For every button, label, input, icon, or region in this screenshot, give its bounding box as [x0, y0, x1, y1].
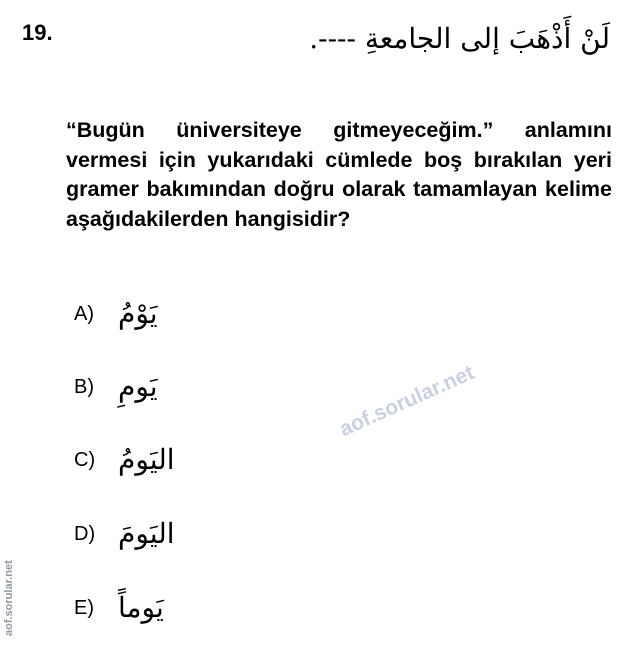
option-letter: B): [74, 375, 94, 398]
option-text: يَومِ: [118, 370, 158, 403]
option-text: اليَومُ: [118, 443, 175, 476]
option-c[interactable]: [74, 430, 234, 490]
option-text: اليَومَ: [118, 517, 175, 550]
option-letter: A): [74, 302, 94, 325]
arabic-sentence: لَنْ أَذْهَبَ إلى الجامعةِ ----.: [309, 22, 610, 55]
option-d[interactable]: [74, 504, 234, 564]
option-e[interactable]: [74, 578, 234, 638]
watermark-center: aof.sorular.net: [336, 361, 478, 442]
option-letter: D): [74, 522, 96, 545]
question-number: 19.: [22, 20, 53, 45]
option-text: يَوماً: [118, 591, 164, 624]
question-stem: “Bugün üniversiteye gitmeyeceğim.” anlamını vermesi için yukarıdaki cümlede boş bırakılan yeri gramer bakımından doğru olarak tamamlayan kelime aşağıdakilerden hangisidir?: [66, 118, 612, 231]
option-letter: C): [74, 448, 96, 471]
option-a[interactable]: [74, 284, 234, 344]
watermark-side: aof.sorular.net: [3, 560, 15, 636]
option-text: يَوْمُ: [118, 297, 158, 330]
option-letter: E): [74, 596, 94, 619]
option-b[interactable]: [74, 357, 234, 417]
